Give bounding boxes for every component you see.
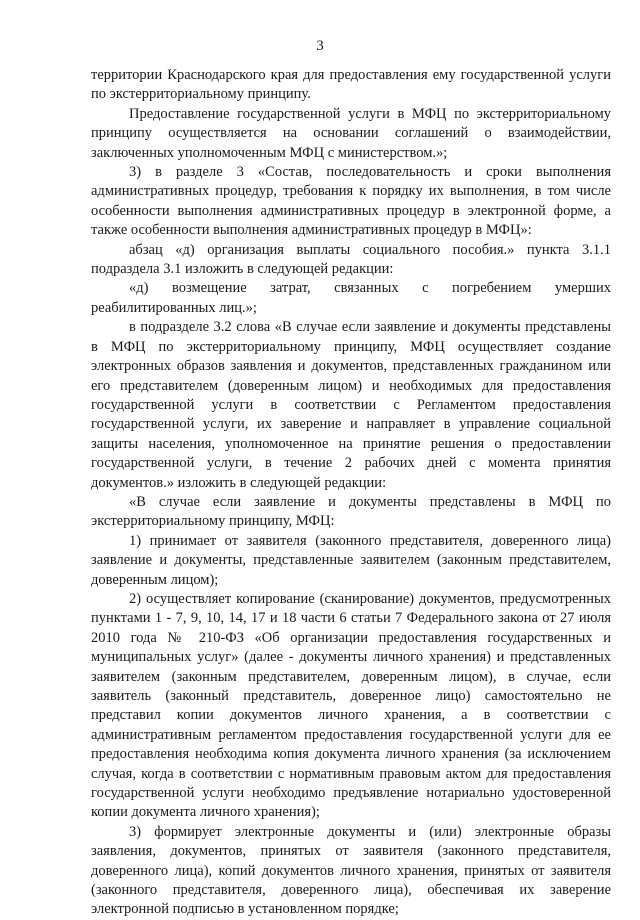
paragraph-new-wording-intro: «В случае если заявление и документы представлены в МФЦ по экстерриториальному принципу, МФЦ: xyxy=(91,493,611,530)
document-body xyxy=(91,66,611,920)
list-item-1: 1) принимает от заявителя (законного представителя, доверенного лица) заявление и документы, представленные заявителем (законным представителем, доверенным лицом); xyxy=(91,532,611,588)
paragraph-new-subparagraph-d: «д) возмещение затрат, связанных с погребением умерших реабилитированных лиц.»; xyxy=(91,280,611,316)
paragraph-item-3-section-3: 3) в разделе 3 «Состав, последовательность и сроки выполнения административных процедур, требования к порядку их выполнения, в том числе особенности выполнения административных процедур в электронной форме, а также особенности выполнения административных процедур в МФЦ»: xyxy=(91,164,611,239)
list-item-2: 2) осуществляет копирование (сканирование) документов, предусмотренных пунктами 1 - 7, 9, 10, 14, 17 и 18 части 6 статьи 7 Федерального закона от 27 июля 2010 года № 210-ФЗ «Об организации предоставления государственных и муниципальных услуг» (далее - документы личного хранения) и представленных заявителем (законным представителем, доверенным лицом), в случае, если заявитель (законный представитель, доверенное лицо) самостоятельно не представил копии документов личного хранения, а в соответствии с административным регламентом предоставления государственной услуги для ее предоставления необходима копия документа личного хранения (за исключением случая, когда в соответствии с нормативным правовым актом для предоставления государственной услуги необходимо предъявление нотариально удостоверенной копии документа личного хранения); xyxy=(91,590,611,821)
page-number: 3 xyxy=(316,38,324,54)
list-item-3: 3) формирует электронные документы и (или) электронные образы заявления, документов, принятых от заявителя (законного представителя, доверенного лица), копий документов личного хранения, принятых от заявителя (законного представителя, доверенного лица), обеспечивая их заверение электронной подписью в установленном порядке; xyxy=(91,823,611,918)
paragraph-continuation: территории Краснодарского края для предоставления ему государственной услуги по экстерриториальному принципу. xyxy=(91,67,611,103)
paragraph-subparagraph-d: абзац «д) организация выплаты социального пособия.» пункта 3.1.1 подраздела 3.1 изложить в следующей редакции: xyxy=(91,241,611,278)
paragraph-extraterritorial-basis: Предоставление государственной услуги в МФЦ по экстерриториальному принципу осуществляется на основании соглашений о взаимодействии, заключенных уполномоченным МФЦ с министерством.»; xyxy=(91,105,611,161)
paragraph-subsection-3-2: в подразделе 3.2 слова «В случае если заявление и документы представлены в МФЦ по экстерриториальному принципу, МФЦ осуществляет создание электронных образов заявления и документов, представленных гражданином или его представителем (доверенным лицом) и необходимых для предоставления государственной услуги в соответствии с Регламентом предоставления государственной услуги, их заверение и направляет в управление социальной защиты населения, уполномоченное на принятие решения о предоставлении государственной услуги, в течение 2 рабочих дней с момента принятия документов.» изложить в следующей редакции: xyxy=(91,319,611,491)
